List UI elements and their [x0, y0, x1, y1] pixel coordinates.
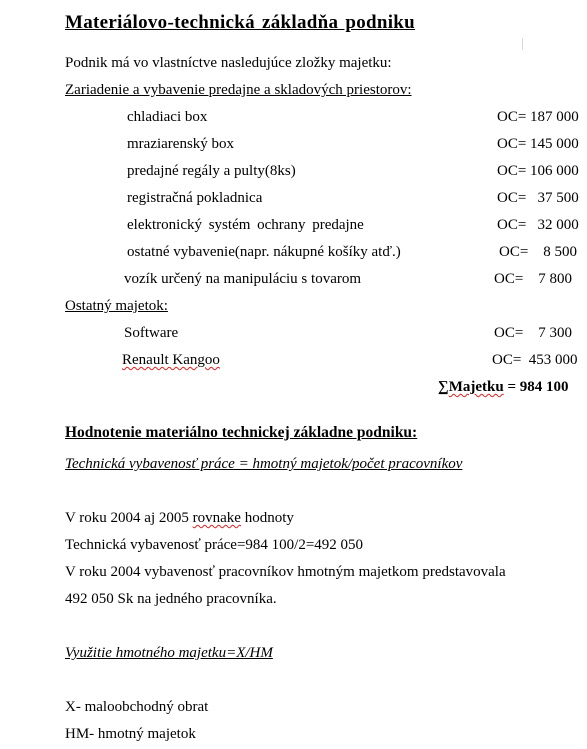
item-value: OC= 8 500	[499, 244, 578, 260]
item-label: Renault Kangoo	[122, 352, 220, 368]
formula-asset-utilization: Využitie hmotného majetku=X/HM	[65, 645, 273, 661]
assets-total	[438, 378, 569, 396]
section-equipment-title: Zariadenie a vybavenie predajne a skladových priestorov:	[65, 82, 412, 98]
definition-x: X- maloobchodný obrat	[65, 699, 209, 715]
item-label: vozík určený na manipuláciu s tovarom	[124, 271, 362, 287]
intro-text: Podnik má vo vlastníctve nasledujúce zložky majetku:	[65, 55, 392, 71]
misspelled-word: rovnake	[192, 510, 241, 526]
para-prefix: V roku 2004 aj 2005	[65, 510, 193, 526]
item-value: OC= 7 300	[494, 325, 573, 341]
paragraph-calculation: Technická vybavenosť práce=984 100/2=492 050	[65, 537, 364, 553]
item-value: OC= 37 500	[497, 190, 579, 206]
item-label: Software	[124, 325, 179, 341]
item-value: OC= 7 800	[494, 271, 573, 287]
document-title: Materiálovo-technická základňa podniku	[65, 12, 416, 33]
item-value: OC= 187 000	[497, 109, 579, 125]
evaluation-heading: Hodnotenie materiálno technickej základne podniku:	[65, 424, 418, 441]
paragraph-equipment-level: V roku 2004 vybavenosť pracovníkov hmotným majetkom predstavovala	[65, 564, 506, 580]
item-label: chladiaci box	[127, 109, 208, 125]
sum-value: = 984 100	[503, 379, 569, 395]
item-value: OC= 32 000	[497, 217, 579, 233]
sum-label: Majetku	[448, 379, 504, 395]
item-value: OC= 453 000	[492, 352, 578, 368]
item-label: predajné regály a pulty(8ks)	[127, 163, 296, 179]
paragraph-per-worker: 492 050 Sk na jedného pracovníka.	[65, 591, 277, 607]
para-suffix: hodnoty	[240, 510, 294, 526]
sum-symbol: ∑	[438, 379, 449, 395]
formula-technical-equipment: Technická vybavenosť práce = hmotný majetok/počet pracovníkov	[65, 456, 463, 472]
definition-hm: HM- hmotný majetok	[65, 726, 196, 742]
text-cursor-mark	[522, 38, 523, 50]
item-value: OC= 145 000	[497, 136, 579, 152]
item-label: mraziarenský box	[127, 136, 235, 152]
item-label: ostatné vybavenie(napr. nákupné košíky atď.)	[127, 244, 401, 260]
item-label: registračná pokladnica	[127, 190, 263, 206]
item-label: elektronický systém ochrany predajne	[127, 217, 364, 233]
paragraph-years	[65, 509, 294, 527]
item-value: OC= 106 000	[497, 163, 579, 179]
section-other-title: Ostatný majetok:	[65, 298, 168, 314]
